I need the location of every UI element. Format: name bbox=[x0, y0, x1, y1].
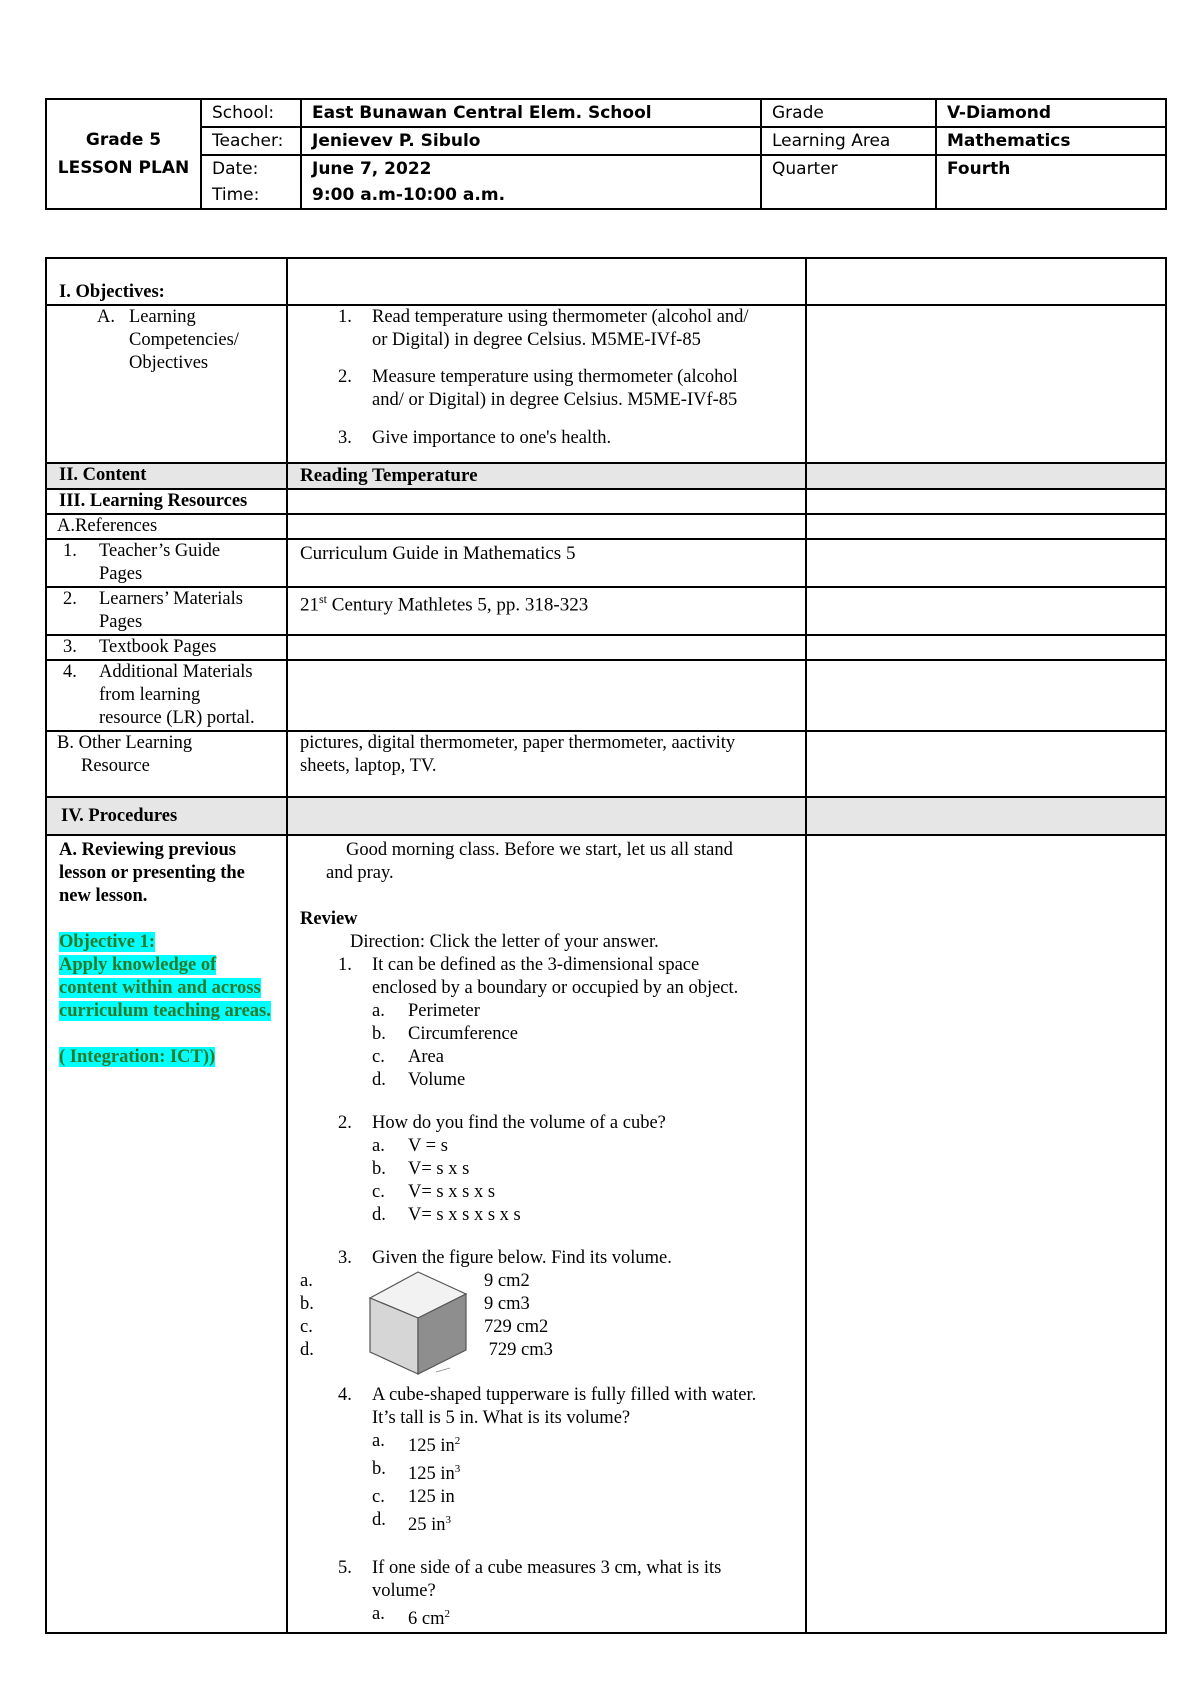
learning-resources-heading: III. Learning Resources bbox=[46, 489, 287, 514]
lesson-plan-body bbox=[45, 257, 1167, 1634]
quarter-value: Fourth bbox=[936, 155, 1166, 209]
q3-options-with-figure bbox=[300, 1270, 793, 1380]
objective-item: 1. Read temperature using thermometer (alcohol and/ or Digital) in degree Celsius. M5ME-IVf-85 bbox=[338, 307, 749, 350]
answer-option[interactable]: d. 25 $in^3$ bbox=[372, 1510, 452, 1536]
answer-option[interactable]: c. 125 in bbox=[372, 1487, 455, 1508]
question-item: 1. It can be defined as the 3-dimensional space enclosed by a boundary or occupied by an object. a. Perimeter b. Circumference c. Area d. Volume bbox=[300, 954, 793, 1092]
reviewing-lesson-content: Good morning class. Before we start, let us all stand and pray. Review Direction: Click the letter of your answer. 1. It can be defined as the 3-dimensional space enclosed by a boundary or occupied by an object. a. Perimeter b. Circumference c. Area d. Volume 2. How do you find the volume of a cube? a. V = s b. V= s x s c. V= s x s x s d. V= s x s x s x s 3. Given the figure below. Find its volume. a. 9 cm2 b. 9 cm3 c. 729 cm2 d. 729 cm3 4. A cube-shaped tupperware is fully filled with water. It’s tall is 5 in. What is its volume? a. 125 $in^2$ b. 125 $in^3$ c. 125 in d. 25 $in^3$ 5. If one side of a cube measures 3 cm, what is its volume? a. 6 $cm^2$ bbox=[287, 835, 806, 1633]
school-value: East Bunawan Central Elem. School bbox=[301, 99, 761, 127]
teacher-value: Jenievev P. Sibulo bbox=[301, 127, 761, 155]
quarter-label: Quarter bbox=[761, 155, 936, 209]
school-label: School: bbox=[201, 99, 301, 127]
lesson-plan-header bbox=[45, 98, 1167, 210]
learning-competencies-label: A. Learning Competencies/ Objectives bbox=[46, 305, 287, 463]
answer-option[interactable]: d. Volume bbox=[372, 1070, 466, 1090]
answer-option[interactable]: c. V= s x s x s bbox=[372, 1182, 496, 1202]
question-item: 4. A cube-shaped tupperware is fully filled with water. It’s tall is 5 in. What is its volume? a. 125 $in^2$ b. 125 $in^3$ c. 125 in d. 25 $in^3$ bbox=[300, 1384, 793, 1537]
greeting-text: Good morning class. Before we start, let us all stand bbox=[346, 840, 733, 860]
other-resources-value: pictures, digital thermometer, paper thermometer, aactivity sheets, laptop, TV. bbox=[287, 731, 806, 797]
direction-text: Direction: Click the letter of your answer. bbox=[350, 932, 659, 952]
date-label: Date: bbox=[201, 155, 301, 182]
objective-item: 2. Measure temperature using thermometer (alcohol and/ or Digital) in degree Celsius. M5ME-IVf-85 bbox=[338, 367, 738, 410]
learning-area-label: Learning Area bbox=[761, 127, 936, 155]
objective-item: 3. Give importance to one's health. bbox=[338, 428, 612, 448]
teacher-label: Teacher: bbox=[201, 127, 301, 155]
content-value: Reading Temperature bbox=[287, 463, 806, 489]
objectives-heading: I. Objectives: bbox=[46, 258, 287, 305]
answer-option[interactable]: b. 9 cm3 bbox=[300, 1294, 530, 1314]
answer-option[interactable]: a. 9 cm2 bbox=[300, 1271, 530, 1291]
teachers-guide-label: 1. Teacher’s Guide Pages bbox=[46, 539, 287, 587]
answer-option[interactable]: d. V= s x s x s x s bbox=[372, 1205, 521, 1225]
question-item: 2. How do you find the volume of a cube? a. V = s b. V= s x s c. V= s x s x s d. V= s x s x s x s bbox=[300, 1112, 793, 1227]
answer-option[interactable]: a. 125 $in^2$ bbox=[372, 1431, 461, 1457]
learning-area-value: Mathematics bbox=[936, 127, 1166, 155]
objective-1-note: Objective 1: Apply knowledge of content within and across curriculum teaching areas. ( Integration: ICT)) bbox=[59, 932, 271, 1067]
grade-label: Grade 5 bbox=[85, 130, 162, 150]
textbook-pages-label: 3. Textbook Pages bbox=[46, 635, 287, 660]
answer-option[interactable]: c. 729 cm2 bbox=[300, 1317, 549, 1337]
answer-option[interactable]: a. 6 $cm^2$ bbox=[372, 1604, 450, 1630]
references-label: A.References bbox=[46, 514, 287, 539]
reviewing-lesson-cell bbox=[46, 835, 287, 1633]
content-heading: II. Content bbox=[46, 463, 287, 489]
time-value: 9:00 a.m-10:00 a.m. bbox=[301, 182, 761, 209]
grade-field-label: Grade bbox=[761, 99, 936, 127]
answer-option[interactable]: a. Perimeter bbox=[372, 1001, 480, 1021]
grade-value: V-Diamond bbox=[936, 99, 1166, 127]
cube-figure-icon bbox=[366, 1268, 471, 1380]
date-value: June 7, 2022 bbox=[301, 155, 761, 182]
integration-note: ( Integration: ICT)) bbox=[59, 1047, 216, 1067]
lesson-plan-label: LESSON PLAN bbox=[57, 158, 190, 178]
review-questions bbox=[300, 954, 793, 1632]
answer-option[interactable]: c. Area bbox=[372, 1047, 444, 1067]
lesson-plan-title bbox=[46, 99, 201, 209]
procedures-heading: IV. Procedures bbox=[46, 797, 287, 835]
answer-option[interactable]: d. 729 cm3 bbox=[300, 1340, 553, 1360]
question-item: 3. Given the figure below. Find its volume. a. 9 cm2 b. 9 cm3 c. 729 cm2 d. 729 cm3 bbox=[300, 1247, 793, 1380]
learners-materials-label: 2. Learners’ Materials Pages bbox=[46, 587, 287, 635]
time-label: Time: bbox=[201, 182, 301, 209]
answer-option[interactable]: b. V= s x s bbox=[372, 1159, 470, 1179]
other-resources-label: B. Other Learning Resource bbox=[46, 731, 287, 797]
learners-materials-value: 21st Century Mathletes 5, pp. 318-323 bbox=[287, 587, 806, 635]
answer-option[interactable]: b. Circumference bbox=[372, 1024, 518, 1044]
additional-materials-label: 4. Additional Materials from learning resource (LR) portal. bbox=[46, 660, 287, 731]
question-item: 5. If one side of a cube measures 3 cm, what is its volume? a. 6 $cm^2$ bbox=[300, 1557, 793, 1631]
answer-option[interactable]: b. 125 $in^3$ bbox=[372, 1459, 461, 1485]
review-heading: Review bbox=[300, 909, 358, 929]
teachers-guide-value: Curriculum Guide in Mathematics 5 bbox=[287, 539, 806, 587]
answer-option[interactable]: a. V = s bbox=[372, 1136, 448, 1156]
reviewing-lesson-label: A. Reviewing previous lesson or presenting the new lesson. bbox=[59, 840, 245, 906]
objectives-list bbox=[287, 305, 806, 463]
